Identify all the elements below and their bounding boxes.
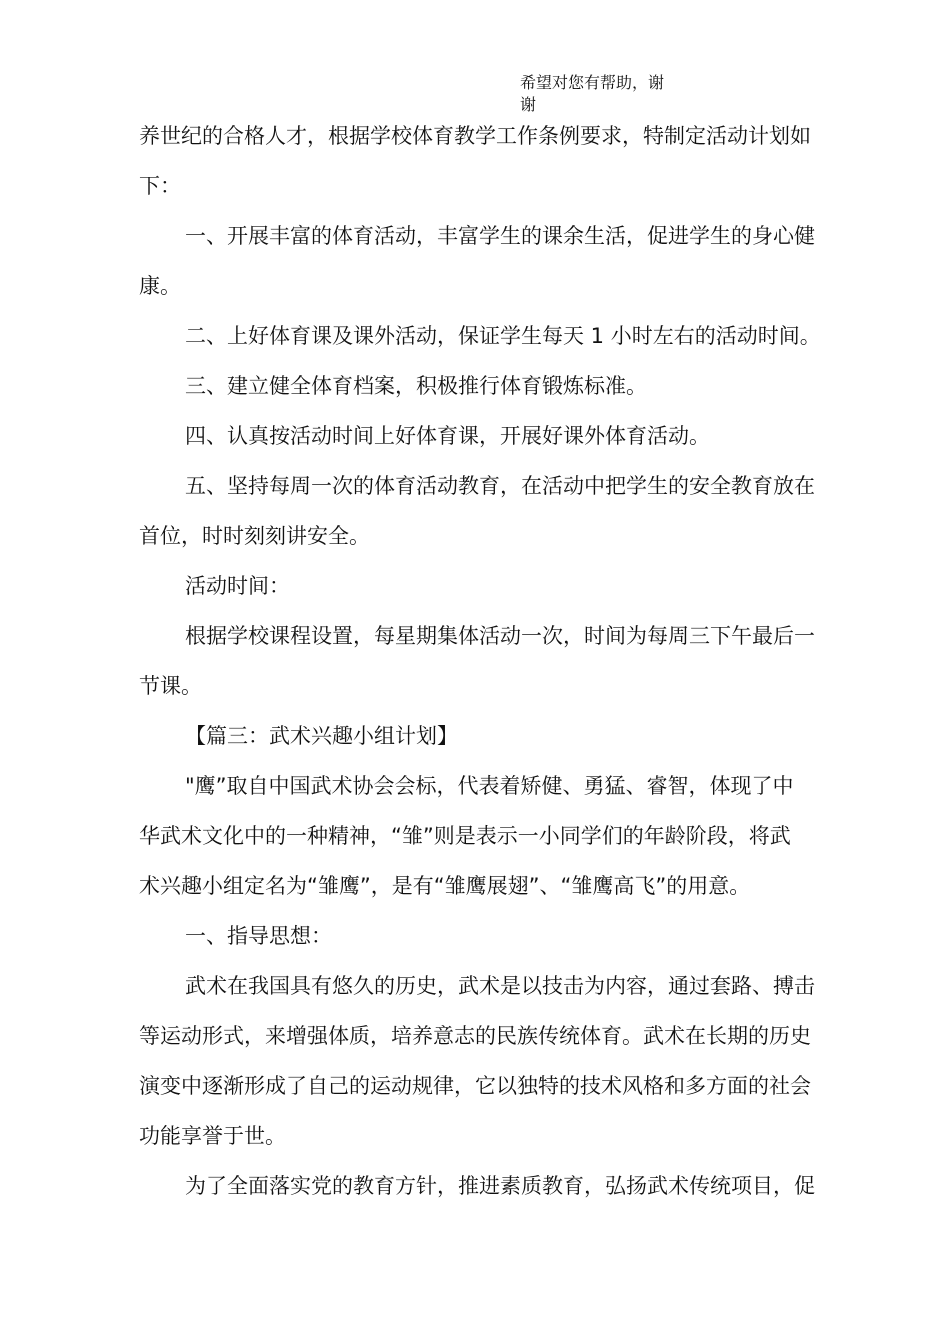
text-line: 四、认真按活动时间上好体育课，开展好课外体育活动。 [185, 424, 710, 448]
header-note-line2: 谢 [520, 95, 537, 114]
text-line: 功能享誉于世。 [139, 1124, 286, 1148]
text-line: 术兴趣小组定名为“雏鹰”，是有“雏鹰展翅”、“雏鹰高飞”的用意。 [139, 874, 751, 898]
text-line: 首位，时时刻刻讲安全。 [139, 524, 370, 548]
section-label: 一、指导思想： [185, 924, 332, 948]
text-line: 为了全面落实党的教育方针，推进素质教育，弘扬武术传统项目，促 [185, 1174, 815, 1198]
text-line: 二、上好体育课及课外活动，保证学生每天 1 小时左右的活动时间。 [185, 324, 821, 348]
section-label: 活动时间： [185, 574, 290, 598]
text-line: 五、坚持每周一次的体育活动教育，在活动中把学生的安全教育放在 [185, 474, 815, 498]
text-line: 一、开展丰富的体育活动，丰富学生的课余生活，促进学生的身心健 [185, 224, 815, 248]
text-line: "鹰”取自中国武术协会会标，代表着矫健、勇猛、睿智，体现了中 [185, 774, 794, 798]
text-line: 等运动形式，来增强体质，培养意志的民族传统体育。武术在长期的历史 [139, 1024, 811, 1048]
header-note-line1: 希望对您有帮助，谢 [520, 73, 665, 92]
section-heading: 【篇三：武术兴趣小组计划】 [185, 724, 458, 748]
text-line: 华武术文化中的一种精神，“雏”则是表示一小同学们的年龄阶段，将武 [139, 824, 791, 848]
text-line: 三、建立健全体育档案，积极推行体育锻炼标准。 [185, 374, 647, 398]
header-note [520, 72, 720, 116]
text-line: 演变中逐渐形成了自己的运动规律，它以独特的技术风格和多方面的社会 [139, 1074, 811, 1098]
text-line: 根据学校课程设置，每星期集体活动一次，时间为每周三下午最后一 [185, 624, 815, 648]
text-line: 康。 [139, 274, 181, 298]
text-line: 下： [139, 174, 181, 198]
text-line: 养世纪的合格人才，根据学校体育教学工作条例要求，特制定活动计划如 [139, 124, 811, 148]
document-body [139, 111, 829, 1211]
text-line: 武术在我国具有悠久的历史，武术是以技击为内容，通过套路、搏击 [185, 974, 815, 998]
text-line: 节课。 [139, 674, 202, 698]
